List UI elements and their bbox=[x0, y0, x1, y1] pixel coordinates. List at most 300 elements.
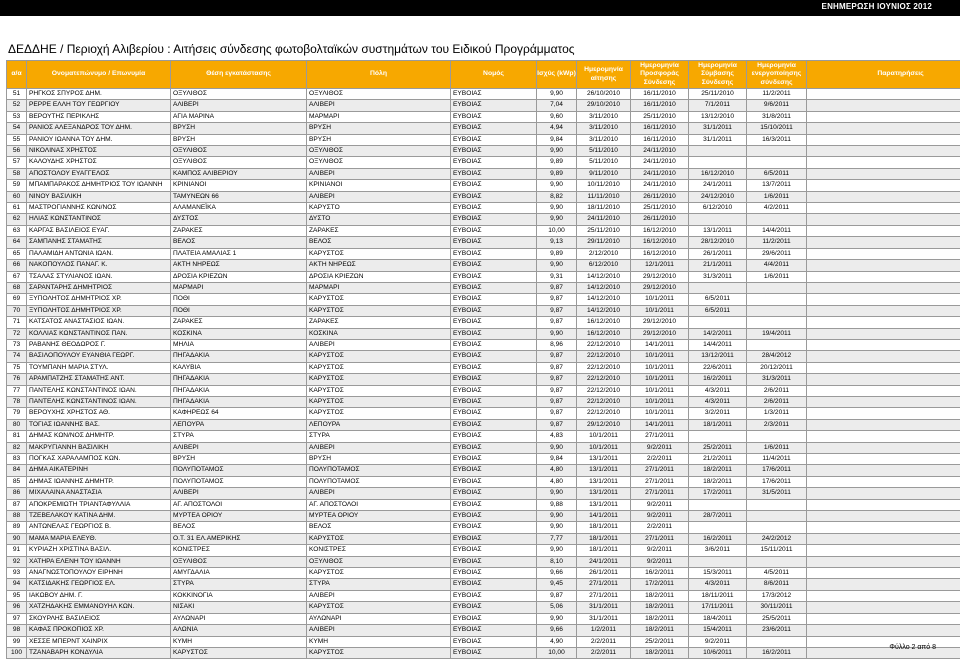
contract-date-cell bbox=[689, 317, 747, 328]
index-cell: 71 bbox=[7, 317, 27, 328]
table-row bbox=[7, 146, 960, 157]
name-cell: ΔΗΜΑΣ ΙΩΑΝΝΗΣ ΔΗΜΗΤΡ. bbox=[27, 476, 171, 487]
col-application-date-header: Ημερομηνία αίτησης bbox=[577, 61, 631, 89]
prefecture-cell: ΕΥΒΟΙΑΣ bbox=[451, 647, 537, 658]
application-date-cell: 16/12/2010 bbox=[577, 317, 631, 328]
index-cell: 66 bbox=[7, 260, 27, 271]
activation-date-cell: 15/11/2011 bbox=[747, 545, 807, 556]
application-date-cell: 1/2/2011 bbox=[577, 625, 631, 636]
location-cell: ΜΑΡΜΑΡΙ bbox=[171, 282, 307, 293]
remarks-cell bbox=[807, 579, 960, 590]
offer-date-cell: 16/11/2010 bbox=[631, 89, 689, 100]
location-cell: ΠΗΓΑΔΑΚΙΑ bbox=[171, 396, 307, 407]
name-cell: ΡΕΡΡΕ ΕΛΛΗ ΤΟΥ ΓΕΩΡΓΙΟΥ bbox=[27, 100, 171, 111]
prefecture-cell: ΕΥΒΟΙΑΣ bbox=[451, 225, 537, 236]
table-row bbox=[7, 590, 960, 601]
location-cell: ΖΑΡΑΚΕΣ bbox=[171, 317, 307, 328]
offer-date-cell: 25/2/2011 bbox=[631, 636, 689, 647]
remarks-cell bbox=[807, 214, 960, 225]
offer-date-cell: 27/1/2011 bbox=[631, 488, 689, 499]
activation-date-cell: 15/10/2011 bbox=[747, 123, 807, 134]
offer-date-cell: 9/2/2011 bbox=[631, 545, 689, 556]
city-cell: ΑΛΙΒΕΡΙ bbox=[307, 191, 451, 202]
table-row bbox=[7, 123, 960, 134]
activation-date-cell: 17/6/2011 bbox=[747, 476, 807, 487]
prefecture-cell: ΕΥΒΟΙΑΣ bbox=[451, 282, 537, 293]
table-row bbox=[7, 454, 960, 465]
power-cell: 9,66 bbox=[537, 568, 577, 579]
power-cell: 5,06 bbox=[537, 602, 577, 613]
name-cell: ΑΡΑΜΠΑΤΖΗΣ ΣΤΑΜΑΤΗΣ ΑΝΤ. bbox=[27, 374, 171, 385]
contract-date-cell bbox=[689, 499, 747, 510]
city-cell: ΚΑΡΥΣΤΟΣ bbox=[307, 647, 451, 658]
location-cell: ΠΟΘΙ bbox=[171, 305, 307, 316]
remarks-cell bbox=[807, 602, 960, 613]
city-cell: ΛΕΠΟΥΡΑ bbox=[307, 419, 451, 430]
offer-date-cell: 10/1/2011 bbox=[631, 385, 689, 396]
index-cell: 81 bbox=[7, 431, 27, 442]
index-cell: 61 bbox=[7, 203, 27, 214]
city-cell: ΚΑΡΥΣΤΟΣ bbox=[307, 294, 451, 305]
name-cell: ΧΑΤΗΡΑ ΕΛΕΝΗ ΤΟΥ ΙΩΑΝΝΗ bbox=[27, 556, 171, 567]
table-row bbox=[7, 305, 960, 316]
location-cell: ΠΗΓΑΔΑΚΙΑ bbox=[171, 374, 307, 385]
index-cell: 63 bbox=[7, 225, 27, 236]
activation-date-cell bbox=[747, 431, 807, 442]
city-cell: ΜΑΡΜΑΡΙ bbox=[307, 282, 451, 293]
remarks-cell bbox=[807, 191, 960, 202]
table-row bbox=[7, 180, 960, 191]
activation-date-cell: 2/6/2011 bbox=[747, 385, 807, 396]
offer-date-cell: 29/12/2010 bbox=[631, 282, 689, 293]
table-row bbox=[7, 613, 960, 624]
application-date-cell: 22/12/2010 bbox=[577, 408, 631, 419]
offer-date-cell: 24/11/2010 bbox=[631, 146, 689, 157]
prefecture-cell: ΕΥΒΟΙΑΣ bbox=[451, 168, 537, 179]
city-cell: ΑΚΤΗ ΝΗΡΕΩΣ bbox=[307, 260, 451, 271]
activation-date-cell: 11/4/2011 bbox=[747, 454, 807, 465]
index-cell: 53 bbox=[7, 111, 27, 122]
power-cell: 9,60 bbox=[537, 111, 577, 122]
location-cell: ΒΕΛΟΣ bbox=[171, 237, 307, 248]
name-cell: ΒΑΣΙΛΟΠΟΥΛΟΥ ΕΥΑΝΘΙΑ ΓΕΩΡΓ. bbox=[27, 351, 171, 362]
location-cell: ΑΓ. ΑΠΟΣΤΟΛΟΙ bbox=[171, 499, 307, 510]
col-power-header: Ισχύς (kWp) bbox=[537, 61, 577, 89]
remarks-cell bbox=[807, 442, 960, 453]
col-offer-date-header: Ημερομηνία Προσφοράς Σύνδεσης bbox=[631, 61, 689, 89]
index-cell: 77 bbox=[7, 385, 27, 396]
city-cell: ΜΑΡΜΑΡΙ bbox=[307, 111, 451, 122]
activation-date-cell: 13/7/2011 bbox=[747, 180, 807, 191]
power-cell: 4,80 bbox=[537, 465, 577, 476]
index-cell: 65 bbox=[7, 248, 27, 259]
activation-date-cell bbox=[747, 282, 807, 293]
remarks-cell bbox=[807, 488, 960, 499]
offer-date-cell: 10/1/2011 bbox=[631, 408, 689, 419]
location-cell: ΔΥΣΤΟΣ bbox=[171, 214, 307, 225]
application-date-cell: 22/12/2010 bbox=[577, 351, 631, 362]
remarks-cell bbox=[807, 168, 960, 179]
application-date-cell: 29/10/2010 bbox=[577, 100, 631, 111]
contract-date-cell: 22/6/2011 bbox=[689, 362, 747, 373]
application-date-cell: 29/11/2010 bbox=[577, 237, 631, 248]
table-header-row bbox=[7, 61, 960, 89]
index-cell: 62 bbox=[7, 214, 27, 225]
prefecture-cell: ΕΥΒΟΙΑΣ bbox=[451, 317, 537, 328]
remarks-cell bbox=[807, 454, 960, 465]
name-cell: ΤΖΑΝΑΒΑΡΗ ΚΟΝΔΥΛΙΑ bbox=[27, 647, 171, 658]
contract-date-cell: 4/3/2011 bbox=[689, 579, 747, 590]
table-row bbox=[7, 556, 960, 567]
name-cell: ΤΟΓΙΑΣ ΙΩΑΝΝΗΣ ΒΑΣ. bbox=[27, 419, 171, 430]
offer-date-cell: 26/11/2010 bbox=[631, 214, 689, 225]
table-row bbox=[7, 476, 960, 487]
power-cell: 9,87 bbox=[537, 282, 577, 293]
offer-date-cell: 18/2/2011 bbox=[631, 647, 689, 658]
table-row bbox=[7, 545, 960, 556]
activation-date-cell: 4/4/2011 bbox=[747, 260, 807, 271]
prefecture-cell: ΕΥΒΟΙΑΣ bbox=[451, 123, 537, 134]
location-cell: ΑΚΤΗ ΝΗΡΕΩΣ bbox=[171, 260, 307, 271]
power-cell: 9,87 bbox=[537, 362, 577, 373]
remarks-cell bbox=[807, 317, 960, 328]
contract-date-cell: 3/6/2011 bbox=[689, 545, 747, 556]
contract-date-cell: 25/11/2010 bbox=[689, 89, 747, 100]
power-cell: 9,87 bbox=[537, 351, 577, 362]
power-cell: 9,66 bbox=[537, 625, 577, 636]
name-cell: ΜΑΚΡΥΓΙΑΝΝΗ ΒΑΣΙΛΙΚΗ bbox=[27, 442, 171, 453]
location-cell: ΒΡΥΣΗ bbox=[171, 123, 307, 134]
contract-date-cell: 21/2/2011 bbox=[689, 454, 747, 465]
activation-date-cell: 30/11/2011 bbox=[747, 602, 807, 613]
offer-date-cell: 29/12/2010 bbox=[631, 328, 689, 339]
application-date-cell: 13/1/2011 bbox=[577, 465, 631, 476]
power-cell: 9,31 bbox=[537, 271, 577, 282]
prefecture-cell: ΕΥΒΟΙΑΣ bbox=[451, 522, 537, 533]
activation-date-cell bbox=[747, 339, 807, 350]
location-cell: ΚΑΛΥΒΙΑ bbox=[171, 362, 307, 373]
name-cell: ΙΑΚΩΒΟΥ ΔΗΜ. Γ. bbox=[27, 590, 171, 601]
contract-date-cell bbox=[689, 556, 747, 567]
offer-date-cell: 29/12/2010 bbox=[631, 317, 689, 328]
contract-date-cell: 28/12/2010 bbox=[689, 237, 747, 248]
prefecture-cell: ΕΥΒΟΙΑΣ bbox=[451, 214, 537, 225]
table-row bbox=[7, 260, 960, 271]
index-cell: 58 bbox=[7, 168, 27, 179]
name-cell: ΑΠΟΣΤΟΛΟΥ ΕΥΑΓΓΕΛΟΣ bbox=[27, 168, 171, 179]
name-cell: ΡΑΝΙΟΥ ΙΩΑΝΝΑ ΤΟΥ ΔΗΜ. bbox=[27, 134, 171, 145]
contract-date-cell: 18/2/2011 bbox=[689, 465, 747, 476]
name-cell: ΡΗΓΚΟΣ ΣΠΥΡΟΣ ΔΗΜ. bbox=[27, 89, 171, 100]
prefecture-cell: ΕΥΒΟΙΑΣ bbox=[451, 180, 537, 191]
power-cell: 9,87 bbox=[537, 590, 577, 601]
name-cell: ΠΟΓΚΑΣ ΧΑΡΑΛΑΜΠΟΣ ΚΩΝ. bbox=[27, 454, 171, 465]
table-row bbox=[7, 351, 960, 362]
prefecture-cell: ΕΥΒΟΙΑΣ bbox=[451, 556, 537, 567]
remarks-cell bbox=[807, 89, 960, 100]
city-cell: ΟΞΥΛΙΘΟΣ bbox=[307, 157, 451, 168]
prefecture-cell: ΕΥΒΟΙΑΣ bbox=[451, 442, 537, 453]
power-cell: 8,96 bbox=[537, 339, 577, 350]
activation-date-cell: 4/2/2011 bbox=[747, 203, 807, 214]
application-date-cell: 31/1/2011 bbox=[577, 602, 631, 613]
location-cell: ΚΑΦΗΡΕΩΣ 64 bbox=[171, 408, 307, 419]
location-cell: ΑΓΙΑ ΜΑΡΙΝΑ bbox=[171, 111, 307, 122]
city-cell: ΑΛΙΒΕΡΙ bbox=[307, 625, 451, 636]
city-cell: ΚΑΡΥΣΤΟΣ bbox=[307, 248, 451, 259]
name-cell: ΚΟΛΛΙΑΣ ΚΩΝΣΤΑΝΤΙΝΟΣ ΠΑΝ. bbox=[27, 328, 171, 339]
city-cell: ΑΛΙΒΕΡΙ bbox=[307, 590, 451, 601]
location-cell: ΖΑΡΑΚΕΣ bbox=[171, 225, 307, 236]
prefecture-cell: ΕΥΒΟΙΑΣ bbox=[451, 271, 537, 282]
contract-date-cell: 13/12/2010 bbox=[689, 111, 747, 122]
activation-date-cell: 31/3/2011 bbox=[747, 374, 807, 385]
table-row bbox=[7, 465, 960, 476]
index-cell: 98 bbox=[7, 625, 27, 636]
city-cell: ΚΑΡΥΣΤΟΣ bbox=[307, 396, 451, 407]
offer-date-cell: 27/1/2011 bbox=[631, 431, 689, 442]
prefecture-cell: ΕΥΒΟΙΑΣ bbox=[451, 191, 537, 202]
offer-date-cell: 10/1/2011 bbox=[631, 396, 689, 407]
power-cell: 9,90 bbox=[537, 442, 577, 453]
index-cell: 59 bbox=[7, 180, 27, 191]
contract-date-cell bbox=[689, 146, 747, 157]
index-cell: 73 bbox=[7, 339, 27, 350]
city-cell: ΑΛΙΒΕΡΙ bbox=[307, 339, 451, 350]
contract-date-cell: 17/11/2011 bbox=[689, 602, 747, 613]
city-cell: ΚΑΡΥΣΤΟΣ bbox=[307, 374, 451, 385]
prefecture-cell: ΕΥΒΟΙΑΣ bbox=[451, 157, 537, 168]
name-cell: ΜΠΑΜΠΑΡΑΚΟΣ ΔΗΜΗΤΡΙΟΣ ΤΟΥ ΙΩΑΝΝΗ bbox=[27, 180, 171, 191]
index-cell: 60 bbox=[7, 191, 27, 202]
location-cell: Ο.Τ. 31 ΕΛ.ΑΜΕΡΙΚΗΣ bbox=[171, 533, 307, 544]
activation-date-cell bbox=[747, 499, 807, 510]
index-cell: 89 bbox=[7, 522, 27, 533]
remarks-cell bbox=[807, 157, 960, 168]
application-date-cell: 13/1/2011 bbox=[577, 476, 631, 487]
index-cell: 78 bbox=[7, 396, 27, 407]
city-cell: ΚΑΡΥΣΤΟΣ bbox=[307, 533, 451, 544]
offer-date-cell: 10/1/2011 bbox=[631, 305, 689, 316]
name-cell: ΗΛΙΑΣ ΚΩΝΣΤΑΝΤΙΝΟΣ bbox=[27, 214, 171, 225]
name-cell: ΑΝΑΓΝΩΣΤΟΠΟΥΛΟΥ ΕΙΡΗΝΗ bbox=[27, 568, 171, 579]
name-cell: ΠΑΝΤΕΛΗΣ ΚΩΝΣΤΑΝΤΙΝΟΣ ΙΩΑΝ. bbox=[27, 385, 171, 396]
contract-date-cell bbox=[689, 157, 747, 168]
table-row bbox=[7, 488, 960, 499]
contract-date-cell: 6/5/2011 bbox=[689, 305, 747, 316]
offer-date-cell: 16/11/2010 bbox=[631, 134, 689, 145]
name-cell: ΣΑΡΑΝΤΑΡΗΣ ΔΗΜΗΤΡΙΟΣ bbox=[27, 282, 171, 293]
location-cell: ΝΙΣΑΚΙ bbox=[171, 602, 307, 613]
application-date-cell: 25/11/2010 bbox=[577, 225, 631, 236]
power-cell: 9,87 bbox=[537, 305, 577, 316]
application-date-cell: 13/1/2011 bbox=[577, 499, 631, 510]
activation-date-cell: 1/6/2011 bbox=[747, 191, 807, 202]
remarks-cell bbox=[807, 282, 960, 293]
location-cell: ΑΥΛΩΝΑΡΙ bbox=[171, 613, 307, 624]
offer-date-cell: 9/2/2011 bbox=[631, 511, 689, 522]
index-cell: 82 bbox=[7, 442, 27, 453]
table-row bbox=[7, 271, 960, 282]
city-cell: ΔΡΟΣΙΑ ΚΡΙΕΖΩΝ bbox=[307, 271, 451, 282]
power-cell: 7,04 bbox=[537, 100, 577, 111]
contract-date-cell: 13/1/2011 bbox=[689, 225, 747, 236]
application-date-cell: 29/12/2010 bbox=[577, 419, 631, 430]
table-row bbox=[7, 237, 960, 248]
city-cell: ΑΥΛΩΝΑΡΙ bbox=[307, 613, 451, 624]
contract-date-cell: 24/12/2010 bbox=[689, 191, 747, 202]
name-cell: ΚΑΡΓΑΣ ΒΑΣΙΛΕΙΟΣ ΕΥΑΓ. bbox=[27, 225, 171, 236]
offer-date-cell: 17/2/2011 bbox=[631, 579, 689, 590]
city-cell: ΟΞΥΛΙΘΟΣ bbox=[307, 556, 451, 567]
name-cell: ΞΥΠΟΛΗΤΟΣ ΔΗΜΗΤΡΙΟΣ ΧΡ. bbox=[27, 294, 171, 305]
prefecture-cell: ΕΥΒΟΙΑΣ bbox=[451, 111, 537, 122]
location-cell: ΜΥΡΤΕΑ ΟΡΙΟΥ bbox=[171, 511, 307, 522]
application-date-cell: 18/11/2010 bbox=[577, 203, 631, 214]
table-row bbox=[7, 134, 960, 145]
city-cell: ΣΤΥΡΑ bbox=[307, 431, 451, 442]
location-cell: ΚΟΝΙΣΤΡΕΣ bbox=[171, 545, 307, 556]
prefecture-cell: ΕΥΒΟΙΑΣ bbox=[451, 146, 537, 157]
activation-date-cell: 4/5/2011 bbox=[747, 568, 807, 579]
location-cell: ΟΞΥΛΙΘΟΣ bbox=[171, 146, 307, 157]
remarks-cell bbox=[807, 499, 960, 510]
remarks-cell bbox=[807, 590, 960, 601]
table-row bbox=[7, 214, 960, 225]
offer-date-cell: 18/2/2011 bbox=[631, 602, 689, 613]
application-date-cell: 14/12/2010 bbox=[577, 294, 631, 305]
contract-date-cell: 6/12/2010 bbox=[689, 203, 747, 214]
name-cell: ΒΕΡΟΥΧΗΣ ΧΡΗΣΤΟΣ ΑΘ. bbox=[27, 408, 171, 419]
remarks-cell bbox=[807, 134, 960, 145]
contract-date-cell: 18/2/2011 bbox=[689, 476, 747, 487]
prefecture-cell: ΕΥΒΟΙΑΣ bbox=[451, 134, 537, 145]
name-cell: ΤΣΑΛΑΣ ΣΤΥΛΙΑΝΟΣ ΙΩΑΝ. bbox=[27, 271, 171, 282]
city-cell: ΑΛΙΒΕΡΙ bbox=[307, 488, 451, 499]
name-cell: ΠΑΝΤΕΛΗΣ ΚΩΝΣΤΑΝΤΙΝΟΣ ΙΩΑΝ. bbox=[27, 396, 171, 407]
power-cell: 9,87 bbox=[537, 294, 577, 305]
power-cell: 9,90 bbox=[537, 511, 577, 522]
location-cell: ΒΡΥΣΗ bbox=[171, 454, 307, 465]
index-cell: 96 bbox=[7, 602, 27, 613]
offer-date-cell: 10/1/2011 bbox=[631, 362, 689, 373]
contract-date-cell: 4/3/2011 bbox=[689, 396, 747, 407]
prefecture-cell: ΕΥΒΟΙΑΣ bbox=[451, 488, 537, 499]
remarks-cell bbox=[807, 396, 960, 407]
application-date-cell: 2/12/2010 bbox=[577, 248, 631, 259]
application-date-cell: 14/12/2010 bbox=[577, 271, 631, 282]
activation-date-cell: 16/2/2011 bbox=[747, 647, 807, 658]
prefecture-cell: ΕΥΒΟΙΑΣ bbox=[451, 362, 537, 373]
table-row bbox=[7, 568, 960, 579]
table-row bbox=[7, 168, 960, 179]
power-cell: 9,87 bbox=[537, 396, 577, 407]
name-cell: ΤΖΕΒΕΛΑΚΟΥ ΚΑΤΙΝΑ ΔΗΜ. bbox=[27, 511, 171, 522]
activation-date-cell bbox=[747, 214, 807, 225]
table-row bbox=[7, 579, 960, 590]
activation-date-cell: 2/6/2011 bbox=[747, 396, 807, 407]
city-cell: ΑΛΙΒΕΡΙ bbox=[307, 442, 451, 453]
index-cell: 100 bbox=[7, 647, 27, 658]
remarks-cell bbox=[807, 431, 960, 442]
power-cell: 9,90 bbox=[537, 613, 577, 624]
remarks-cell bbox=[807, 305, 960, 316]
city-cell: ΟΞΥΛΙΘΟΣ bbox=[307, 146, 451, 157]
city-cell: ΠΟΛΥΠΟΤΑΜΟΣ bbox=[307, 465, 451, 476]
city-cell: ΚΟΣΚΙΝΑ bbox=[307, 328, 451, 339]
location-cell: ΚΡΙΝΙΑΝΟΙ bbox=[171, 180, 307, 191]
table-row bbox=[7, 636, 960, 647]
contract-date-cell: 6/5/2011 bbox=[689, 294, 747, 305]
location-cell: ΑΛΑΜΑΝΕΪΚΑ bbox=[171, 203, 307, 214]
city-cell: ΖΑΡΑΚΕΣ bbox=[307, 225, 451, 236]
table-row bbox=[7, 203, 960, 214]
prefecture-cell: ΕΥΒΟΙΑΣ bbox=[451, 305, 537, 316]
table-row bbox=[7, 431, 960, 442]
index-cell: 69 bbox=[7, 294, 27, 305]
table-row bbox=[7, 248, 960, 259]
table-row bbox=[7, 225, 960, 236]
contract-date-cell: 13/12/2011 bbox=[689, 351, 747, 362]
power-cell: 9,89 bbox=[537, 157, 577, 168]
offer-date-cell: 16/12/2010 bbox=[631, 248, 689, 259]
application-date-cell: 18/1/2011 bbox=[577, 545, 631, 556]
city-cell: ΚΑΡΥΣΤΟΣ bbox=[307, 305, 451, 316]
col-prefecture-header: Νομός bbox=[451, 61, 537, 89]
prefecture-cell: ΕΥΒΟΙΑΣ bbox=[451, 351, 537, 362]
offer-date-cell: 9/2/2011 bbox=[631, 499, 689, 510]
name-cell: ΚΑΤΣΑΤΟΣ ΑΝΑΣΤΑΣΙΟΣ ΙΩΑΝ. bbox=[27, 317, 171, 328]
city-cell: ΜΥΡΤΕΑ ΟΡΙΟΥ bbox=[307, 511, 451, 522]
contract-date-cell: 26/1/2011 bbox=[689, 248, 747, 259]
prefecture-cell: ΕΥΒΟΙΑΣ bbox=[451, 590, 537, 601]
activation-date-cell bbox=[747, 305, 807, 316]
table-row bbox=[7, 157, 960, 168]
contract-date-cell: 4/3/2011 bbox=[689, 385, 747, 396]
application-date-cell: 2/2/2011 bbox=[577, 647, 631, 658]
index-cell: 99 bbox=[7, 636, 27, 647]
table-row bbox=[7, 499, 960, 510]
location-cell: ΒΡΥΣΗ bbox=[171, 134, 307, 145]
prefecture-cell: ΕΥΒΟΙΑΣ bbox=[451, 465, 537, 476]
city-cell: ΠΟΛΥΠΟΤΑΜΟΣ bbox=[307, 476, 451, 487]
offer-date-cell: 18/2/2011 bbox=[631, 613, 689, 624]
offer-date-cell: 16/12/2010 bbox=[631, 237, 689, 248]
remarks-cell bbox=[807, 636, 960, 647]
location-cell: ΚΟΣΚΙΝΑ bbox=[171, 328, 307, 339]
application-date-cell: 22/12/2010 bbox=[577, 339, 631, 350]
name-cell: ΧΕΣΣΕ ΜΠΕΡΝΤ ΧΑΙΝΡΙΧ bbox=[27, 636, 171, 647]
contract-date-cell: 10/6/2011 bbox=[689, 647, 747, 658]
activation-date-cell: 31/5/2011 bbox=[747, 488, 807, 499]
name-cell: ΚΑΦΑΣ ΠΡΟΚΟΠΙΟΣ ΧΡ. bbox=[27, 625, 171, 636]
power-cell: 4,80 bbox=[537, 476, 577, 487]
application-date-cell: 10/1/2011 bbox=[577, 442, 631, 453]
power-cell: 9,90 bbox=[537, 203, 577, 214]
index-cell: 84 bbox=[7, 465, 27, 476]
application-date-cell: 13/1/2011 bbox=[577, 488, 631, 499]
application-date-cell: 27/1/2011 bbox=[577, 579, 631, 590]
table-row bbox=[7, 419, 960, 430]
table-row bbox=[7, 522, 960, 533]
remarks-cell bbox=[807, 385, 960, 396]
remarks-cell bbox=[807, 294, 960, 305]
city-cell: ΒΕΛΟΣ bbox=[307, 522, 451, 533]
name-cell: ΜΑΣΤΡΟΓΙΑΝΝΗΣ ΚΩΝ/ΝΟΣ bbox=[27, 203, 171, 214]
location-cell: ΤΑΜΥΝΕΩΝ 66 bbox=[171, 191, 307, 202]
col-contract-date-header: Ημερομηνία Σύμβασης Σύνδεσης bbox=[689, 61, 747, 89]
table-row bbox=[7, 362, 960, 373]
